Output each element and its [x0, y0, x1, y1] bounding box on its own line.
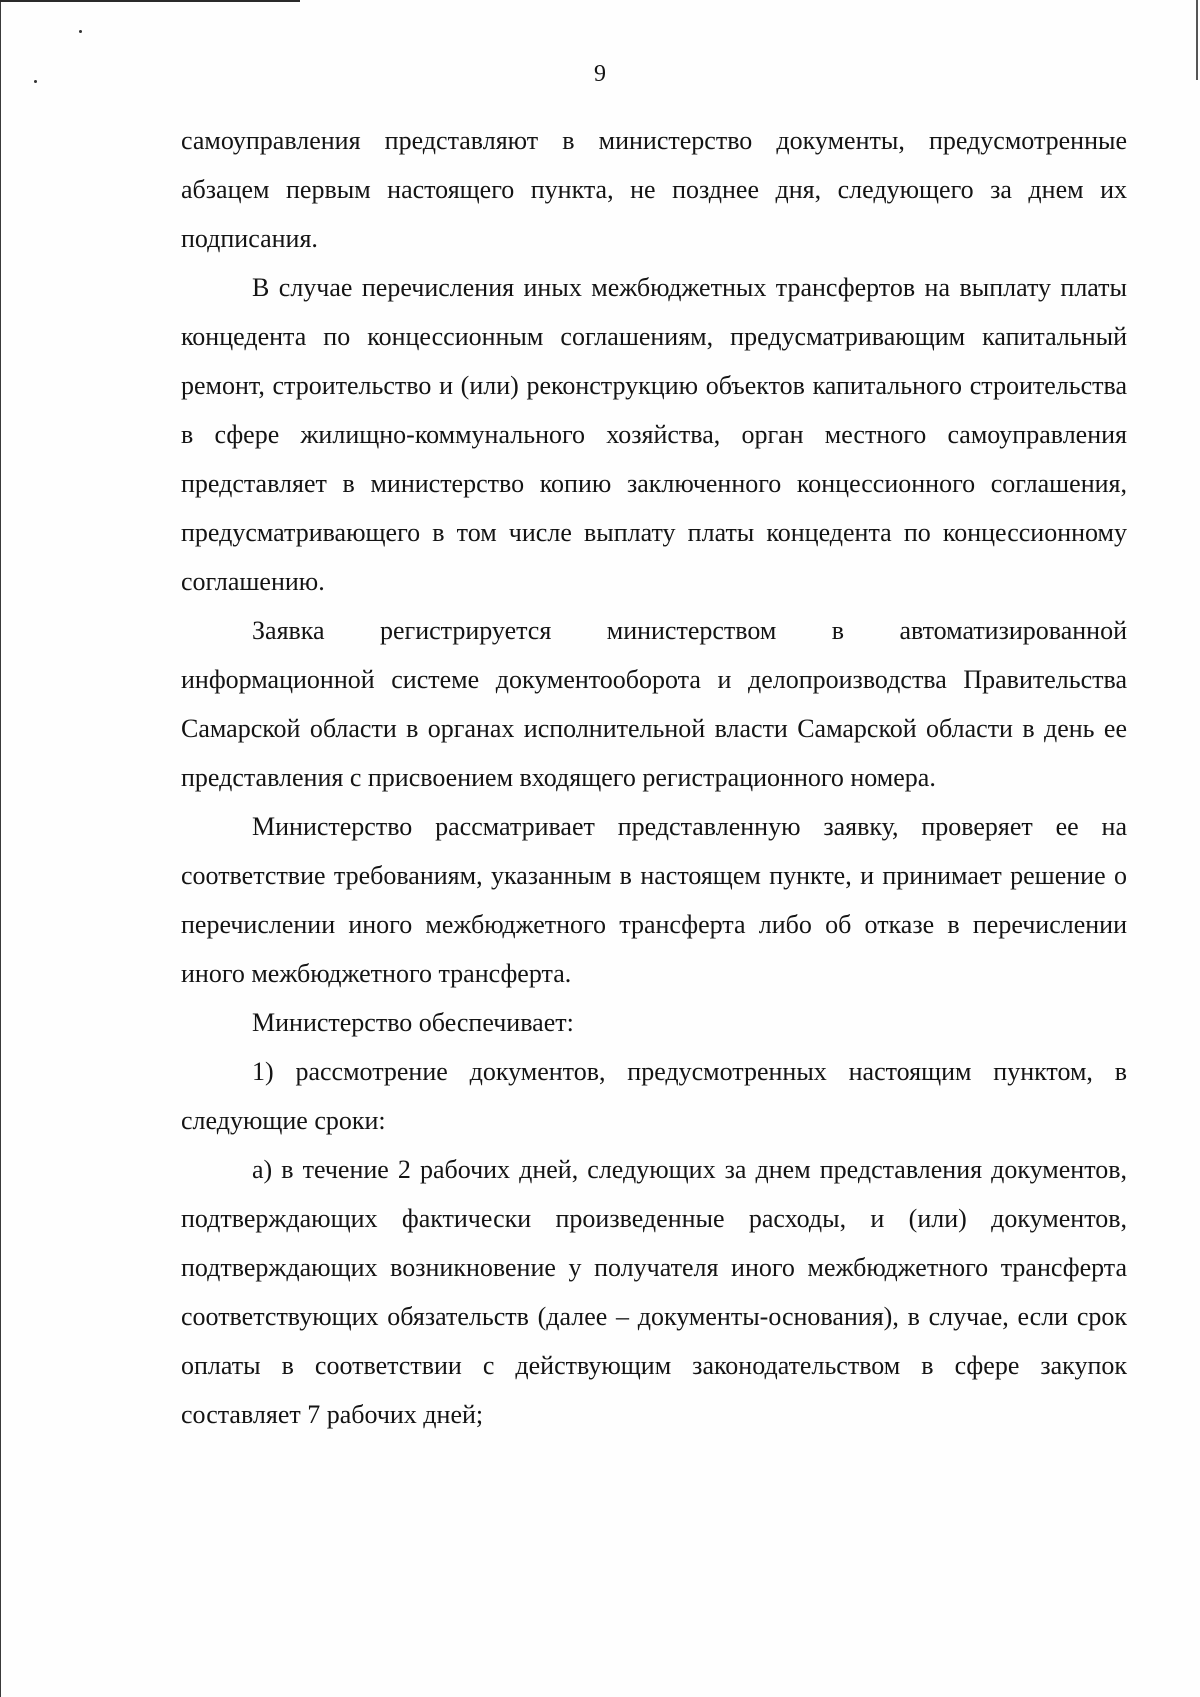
paragraph: В случае перечисления иных межбюджетных трансфертов на выплату платы концедента по концессионным соглашениям, предусматривающим капитальный ремонт, строительство и (или) реконструкцию объектов капитального строительства в сфере жилищно-коммунального хозяйства, орган местного самоуправления представляет в министерство копию заключенного концессионного соглашения, предусматривающего в том числе выплату платы концедента по концессионному соглашению.	[181, 273, 1127, 596]
list-item-paragraph: 1) рассмотрение документов, предусмотренных настоящим пунктом, в следующие сроки:	[181, 1057, 1127, 1135]
paragraph: Заявка регистрируется министерством в автоматизированной информационной системе документооборота и делопроизводства Правительства Самарской области в органах исполнительной власти Самарской области в день ее представления с присвоением входящего регистрационного номера.	[181, 616, 1127, 792]
paragraph: Министерство обеспечивает:	[252, 1008, 574, 1037]
paragraph-continued: самоуправления представляют в министерство документы, предусмотренные абзацем первым настоящего пункта, не позднее дня, следующего за днем их подписания.	[181, 126, 1127, 253]
scan-speck	[79, 30, 82, 33]
paragraph: Министерство рассматривает представленную заявку, проверяет ее на соответствие требованиям, указанным в настоящем пункте, и принимает решение о перечислении иного межбюджетного трансферта либо об отказе в перечислении иного межбюджетного трансферта.	[181, 812, 1127, 988]
page-number: 9	[594, 61, 606, 87]
document-body	[181, 116, 1127, 1439]
scan-edge-top	[0, 0, 300, 2]
scan-edge-left	[0, 0, 1, 1697]
sublist-item-paragraph: а) в течение 2 рабочих дней, следующих за днем представления документов, подтверждающих фактически произведенные расходы, и (или) документов, подтверждающих возникновение у получателя иного межбюджетного трансферта соответствующих обязательств (далее – документы-основания), в случае, если срок оплаты в соответствии с действующим законодательством в сфере закупок составляет 7 рабочих дней;	[181, 1155, 1127, 1429]
